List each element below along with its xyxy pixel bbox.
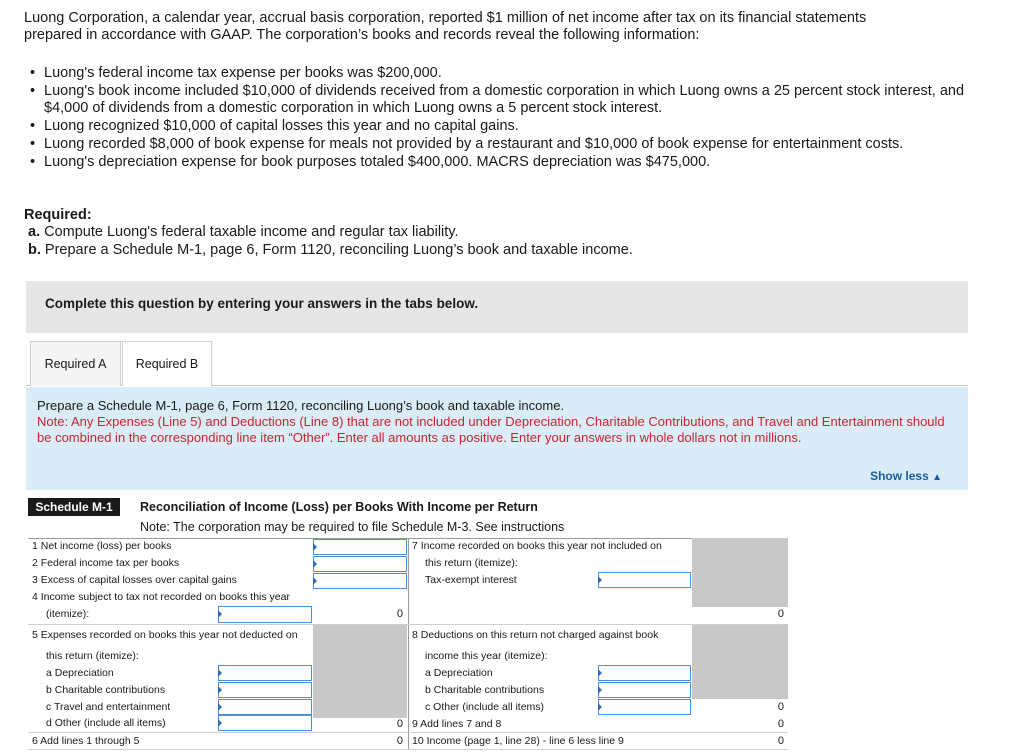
required-b — [28, 242, 633, 258]
line-5b-input[interactable] — [218, 682, 312, 698]
line-6-label: 6 Add lines 1 through 5 — [32, 735, 140, 747]
line-7-label: 7 Income recorded on books this year not included on — [412, 540, 662, 552]
shaded-cell — [692, 625, 788, 699]
line-4-total: 0 — [396, 608, 403, 620]
line-7-tax-exempt: Tax-exempt interest — [425, 574, 517, 586]
schedule-note: Note: The corporation may be required to file Schedule M-3. See instructions — [140, 520, 565, 534]
facts-list — [30, 65, 970, 172]
line-8a-input[interactable] — [598, 665, 691, 681]
shaded-cell — [313, 625, 407, 718]
banner-text: Complete this question by entering your answers in the tabs below. — [45, 296, 479, 311]
required-a-label: a. — [28, 224, 41, 240]
required-b-text: Prepare a Schedule M-1, page 6, Form 1120, reconciling Luong’s book and taxable income. — [44, 242, 633, 258]
instructions-panel — [26, 387, 968, 490]
line-8a-label: a Depreciation — [425, 667, 493, 679]
line-1-label: 1 Net income (loss) per books — [32, 540, 172, 552]
tab-required-b[interactable]: Required B — [122, 341, 212, 386]
line-5d-input[interactable] — [218, 715, 312, 731]
problem-intro: Luong Corporation, a calendar year, accrual basis corporation, reported $1 million of net income after tax on its financial statements prepared in accordance with GAAP. The corporation’s books and records reveal the following information: — [24, 10, 867, 43]
row-divider — [28, 624, 788, 625]
line-5-label: 5 Expenses recorded on books this year not deducted on — [32, 629, 298, 641]
line-5d-label: d Other (include all items) — [46, 717, 166, 729]
line-5c-label: c Travel and entertainment — [46, 701, 171, 713]
required-heading: Required: — [24, 207, 92, 223]
line-5-total: 0 — [396, 718, 403, 730]
line-4-label: 4 Income subject to tax not recorded on books this year — [32, 591, 290, 603]
triangle-up-icon: ▲ — [932, 472, 942, 483]
line-8-itemize: income this year (itemize): — [425, 650, 548, 662]
fact-item: • Luong's federal income tax expense per books was $200,000. — [30, 65, 970, 82]
line-8c-label: c Other (include all items) — [425, 701, 545, 713]
line-10-label: 10 Income (page 1, line 28) - line 6 less line 9 — [412, 735, 624, 747]
line-8c-input[interactable] — [598, 699, 691, 715]
tab-required-a[interactable]: Required A — [30, 341, 121, 386]
line-5-itemize: this return (itemize): — [46, 650, 139, 662]
schedule-title: Reconciliation of Income (Loss) per Books With Income per Return — [140, 500, 538, 514]
show-less-link[interactable] — [870, 469, 942, 483]
instruction-banner — [26, 281, 968, 333]
line-5c-input[interactable] — [218, 699, 312, 715]
line-8b-label: b Charitable contributions — [425, 684, 545, 696]
line-9-total: 0 — [777, 718, 784, 730]
fact-item: • Luong recognized $10,000 of capital losses this year and no capital gains. — [30, 118, 970, 135]
line-2-input[interactable] — [313, 556, 407, 572]
line-3-input[interactable] — [313, 573, 407, 589]
line-5b-label: b Charitable contributions — [46, 684, 166, 696]
instructions-note: Note: Any Expenses (Line 5) and Deductions (Line 8) that are not included under Depreciation, Charitable Contributions, and Travel and Entertainment should be combined in the corresponding line item “Other”. Enter all amounts as positive. Enter your answers in whole dollars not in millions. — [37, 414, 945, 445]
line-8-label: 8 Deductions on this return not charged against book — [412, 629, 659, 641]
line-4-itemize: (itemize): — [46, 608, 90, 620]
fact-item: • Luong recorded $8,000 of book expense for meals not provided by a restaurant and $10,000 of book expense for entertainment costs. — [30, 136, 970, 153]
line-10-total: 0 — [777, 735, 784, 747]
required-a — [28, 224, 459, 240]
fact-item: • Luong's depreciation expense for book purposes totaled $400,000. MACRS depreciation was $475,000. — [30, 154, 970, 171]
line-5a-label: a Depreciation — [46, 667, 114, 679]
shaded-cell — [692, 538, 788, 607]
required-a-text: Compute Luong's federal taxable income and regular tax liability. — [44, 224, 459, 240]
line-1-input[interactable] — [313, 539, 407, 555]
required-b-label: b. — [28, 242, 41, 258]
line-7-itemize: this return (itemize): — [425, 557, 518, 569]
line-2-label: 2 Federal income tax per books — [32, 557, 180, 569]
line-8-total: 0 — [777, 701, 784, 713]
fact-item: • Luong's book income included $10,000 of dividends received from a domestic corporation in which Luong owns a 25 percent stock interest, and $4,000 of dividends from a domestic corporation in which Luong owns a 5 percent stock interest. — [30, 83, 970, 117]
line-8b-input[interactable] — [598, 682, 691, 698]
line-3-label: 3 Excess of capital losses over capital gains — [32, 574, 237, 586]
line-9-label: 9 Add lines 7 and 8 — [412, 718, 502, 730]
show-less-label: Show less — [870, 469, 929, 483]
row-divider — [28, 732, 788, 733]
instructions-main: Prepare a Schedule M-1, page 6, Form 1120, reconciling Luong’s book and taxable income. — [37, 398, 565, 413]
line-6-total: 0 — [396, 735, 403, 747]
line-5a-input[interactable] — [218, 665, 312, 681]
schedule-center-divider — [408, 538, 409, 750]
schedule-badge: Schedule M-1 — [28, 498, 120, 516]
line-4-itemize-input[interactable] — [218, 606, 312, 623]
line-7-tax-exempt-input[interactable] — [598, 572, 691, 588]
row-divider — [28, 749, 788, 750]
line-7-total: 0 — [777, 608, 784, 620]
